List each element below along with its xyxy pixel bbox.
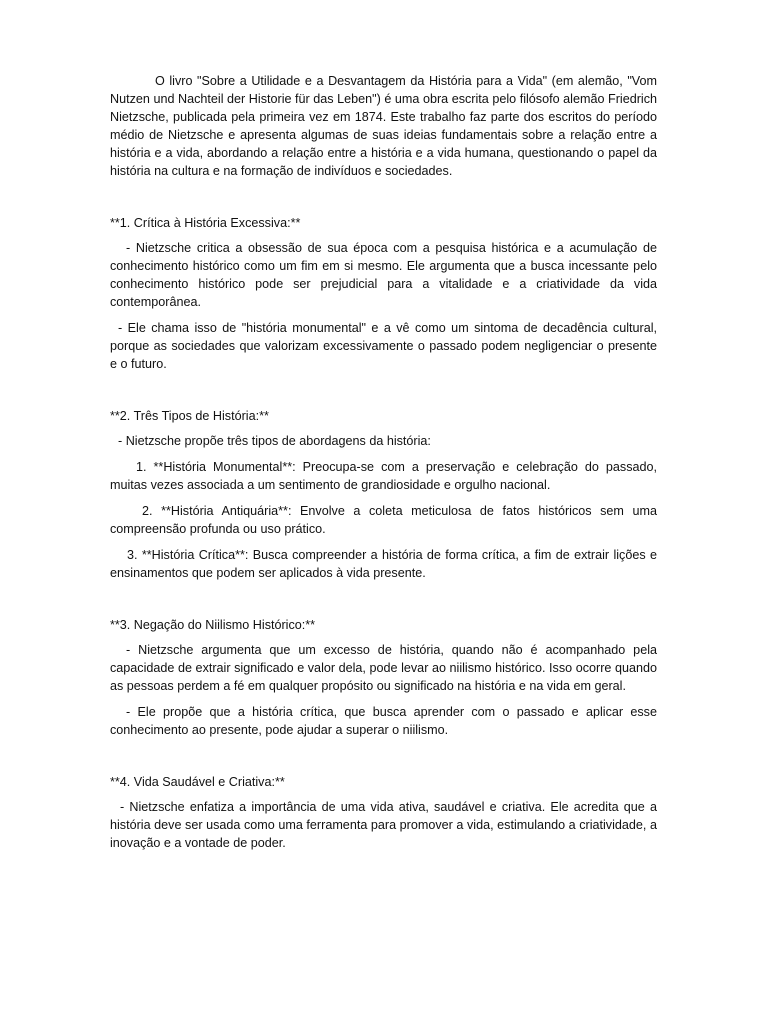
section-4-paragraph-1: - Nietzsche enfatiza a importância de uma vida ativa, saudável e criativa. Ele acredita que a história deve ser usada como uma ferramenta para promover a vida, estimulando a criatividade, a inovação e a vontade de poder.: [110, 800, 657, 850]
section-heading-2: **2. Três Tipos de História:**: [110, 409, 269, 423]
section-3-paragraph-2: - Ele propõe que a história crítica, que busca aprender com o passado e aplicar esse conhecimento ao presente, pode ajudar a superar o niilismo.: [110, 705, 657, 737]
section-2-list-item-3: 3. **História Crítica**: Busca compreender a história de forma crítica, a fim de extrair lições e ensinamentos que podem ser aplicados à vida presente.: [110, 548, 657, 580]
section-heading-4: **4. Vida Saudável e Criativa:**: [110, 775, 285, 789]
section-1-paragraph-1: - Nietzsche critica a obsessão de sua época com a pesquisa histórica e a acumulação de conhecimento histórico como um fim em si mesmo. Ele argumenta que a busca incessante pelo conhecimento histórico pode ser prejudicial para a vitalidade e a criatividade da vida contemporânea.: [110, 241, 657, 309]
section-1-paragraph-2: - Ele chama isso de "história monumental" e a vê como um sintoma de decadência cultural, porque as sociedades que valorizam excessivamente o passado podem negligenciar o presente e o futuro.: [110, 321, 657, 371]
intro-paragraph: O livro "Sobre a Utilidade e a Desvantagem da História para a Vida" (em alemão, "Vom Nutzen und Nachteil der Historie für das Leben") é uma obra escrita pelo filósofo alemão Friedrich Nietzsche, publicada pela primeira vez em 1874. Este trabalho faz parte dos escritos do período médio de Nietzsche e apresenta algumas de suas ideias fundamentais sobre a relação entre a história e a vida, abordando a relação entre a história e a vida humana, questionando o papel da história na cultura e na formação de indivíduos e sociedades.: [110, 74, 657, 178]
section-2-list-item-2: 2. **História Antiquária**: Envolve a coleta meticulosa de fatos históricos sem uma compreensão profunda ou uso prático.: [110, 504, 657, 536]
document-page: [110, 72, 657, 852]
section-2-list-item-1: 1. **História Monumental**: Preocupa-se com a preservação e celebração do passado, muitas vezes associada a um sentimento de grandiosidade e orgulho nacional.: [110, 460, 657, 492]
section-heading-1: **1. Crítica à História Excessiva:**: [110, 216, 301, 230]
section-heading-3: **3. Negação do Niilismo Histórico:**: [110, 618, 316, 632]
section-3-paragraph-1: - Nietzsche argumenta que um excesso de história, quando não é acompanhado pela capacidade de extrair significado e valor dela, pode levar ao niilismo histórico. Isso ocorre quando as pessoas perdem a fé em qualquer propósito ou significado na história e na vida em geral.: [110, 643, 657, 693]
section-2-paragraph-1: - Nietzsche propõe três tipos de abordagens da história:: [118, 434, 431, 448]
